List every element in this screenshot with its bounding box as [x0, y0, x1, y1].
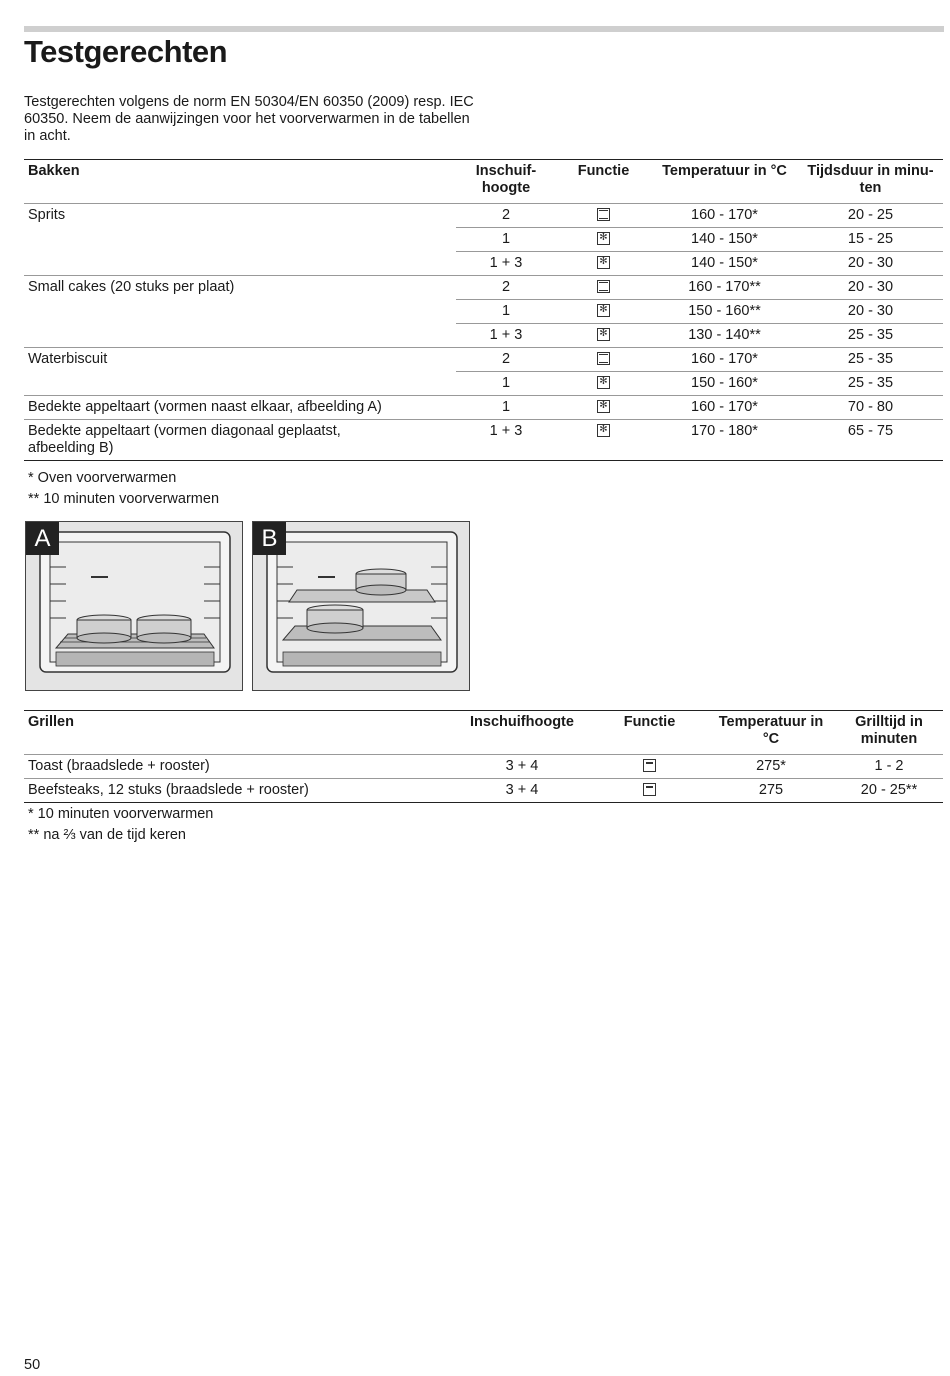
table-row [24, 300, 943, 324]
column-header: Temperatuur in °C [651, 160, 798, 204]
hot-air-fan-icon [597, 304, 610, 317]
level-cell: 1 + 3 [489, 423, 523, 439]
dish-cell [24, 300, 456, 324]
footnote: * 10 minuten voorverwarmen [28, 806, 214, 822]
footnote: ** 10 minuten voorverwarmen [28, 491, 220, 507]
table-row [24, 420, 943, 461]
table-row [24, 372, 943, 396]
bakken-notes [28, 468, 219, 510]
column-header: Inschuif-hoogte [456, 160, 556, 204]
time-cell: 20 - 25** [860, 782, 918, 798]
table-row [24, 348, 943, 372]
temperature-cell: 160 - 170* [691, 207, 758, 223]
dish-cell [24, 228, 456, 252]
time-cell: 20 - 25 [847, 207, 894, 223]
temperature-cell: 160 - 170* [691, 399, 758, 415]
table-row [24, 204, 943, 228]
header-rule [24, 26, 944, 32]
temperature-cell: 275 [758, 782, 784, 798]
column-header: Inschuifhoogte [452, 711, 592, 755]
table-row [24, 228, 943, 252]
temperature-cell: 170 - 180* [691, 423, 758, 439]
dish-cell [24, 324, 456, 348]
time-cell: 70 - 80 [847, 399, 894, 415]
temperature-cell: 160 - 170* [691, 351, 758, 367]
level-cell: 2 [501, 279, 511, 295]
table-row [24, 396, 943, 420]
dish-cell: Bedekte appeltaart (vormen naast elkaar, afbeelding A) [28, 399, 382, 415]
dish-cell [24, 252, 456, 276]
table-header-row [24, 160, 943, 204]
dish-cell: Beefsteaks, 12 stuks (braadslede + rooster) [28, 782, 309, 798]
level-cell: 3 + 4 [505, 758, 539, 774]
level-cell: 3 + 4 [505, 782, 539, 798]
level-cell: 1 [456, 300, 556, 324]
temperature-cell: 160 - 170** [688, 279, 761, 295]
time-cell: 20 - 30 [798, 300, 943, 324]
figure-a [25, 521, 243, 691]
column-header: Grillen [24, 711, 452, 755]
page-title: Testgerechten [24, 34, 228, 69]
hot-air-fan-icon [597, 400, 610, 413]
level-cell: 1 + 3 [456, 324, 556, 348]
column-header: Tijdsduur in minu-ten [798, 160, 943, 204]
level-cell: 1 [501, 399, 511, 415]
hot-air-fan-icon [597, 424, 610, 437]
dish-cell [24, 372, 456, 396]
level-cell: 2 [501, 351, 511, 367]
time-cell: 15 - 25 [798, 228, 943, 252]
hot-air-fan-icon [597, 376, 610, 389]
column-header: Temperatuur in °C [707, 711, 835, 755]
level-cell: 2 [501, 207, 511, 223]
table-header-row [24, 711, 943, 755]
column-header: Functie [592, 711, 707, 755]
hot-air-fan-icon [597, 232, 610, 245]
dish-cell: Small cakes (20 stuks per plaat) [28, 279, 235, 295]
grill-icon [643, 759, 656, 772]
footnote: * Oven voorverwarmen [28, 470, 177, 486]
temperature-cell: 275* [756, 758, 786, 774]
time-cell: 25 - 35 [847, 351, 894, 367]
grillen-notes [28, 804, 213, 846]
time-cell: 25 - 35 [798, 372, 943, 396]
figure-label-b: B [253, 522, 286, 555]
temperature-cell: 140 - 150* [651, 252, 798, 276]
figure-label-a: A [26, 522, 59, 555]
column-header: Functie [556, 160, 651, 204]
table-row [24, 252, 943, 276]
time-cell: 1 - 2 [874, 758, 904, 774]
dish-cell: Bedekte appeltaart (vormen diagonaal geplaatst, afbeelding B) [28, 423, 341, 456]
hot-air-fan-icon [597, 328, 610, 341]
table-row [24, 779, 943, 803]
dish-cell: Toast (braadslede + rooster) [28, 758, 210, 774]
time-cell: 20 - 30 [798, 252, 943, 276]
time-cell: 20 - 30 [847, 279, 894, 295]
level-cell: 1 [456, 228, 556, 252]
bakken-table [24, 159, 943, 461]
table-row [24, 324, 943, 348]
intro-text: Testgerechten volgens de norm EN 50304/EN 60350 (2009) resp. IEC 60350. Neem de aanwijzingen voor het voorverwarmen in de tabellen in acht. [24, 94, 474, 144]
time-cell: 65 - 75 [847, 423, 894, 439]
column-header: Grilltijd in minuten [835, 711, 943, 755]
temperature-cell: 130 - 140** [651, 324, 798, 348]
temperature-cell: 150 - 160* [651, 372, 798, 396]
top-bottom-heat-icon [597, 208, 610, 221]
temperature-cell: 140 - 150* [651, 228, 798, 252]
dish-cell: Sprits [28, 207, 66, 223]
table-row [24, 276, 943, 300]
grill-icon [643, 783, 656, 796]
table-row [24, 755, 943, 779]
level-cell: 1 + 3 [456, 252, 556, 276]
grillen-table [24, 710, 943, 803]
temperature-cell: 150 - 160** [651, 300, 798, 324]
column-header: Bakken [24, 160, 456, 204]
page-number: 50 [24, 1357, 41, 1373]
level-cell: 1 [456, 372, 556, 396]
dish-cell: Waterbiscuit [28, 351, 108, 367]
top-bottom-heat-icon [597, 280, 610, 293]
figure-b [252, 521, 470, 691]
time-cell: 25 - 35 [798, 324, 943, 348]
hot-air-fan-icon [597, 256, 610, 269]
top-bottom-heat-icon [597, 352, 610, 365]
footnote: ** na ⅔ van de tijd keren [28, 827, 186, 843]
